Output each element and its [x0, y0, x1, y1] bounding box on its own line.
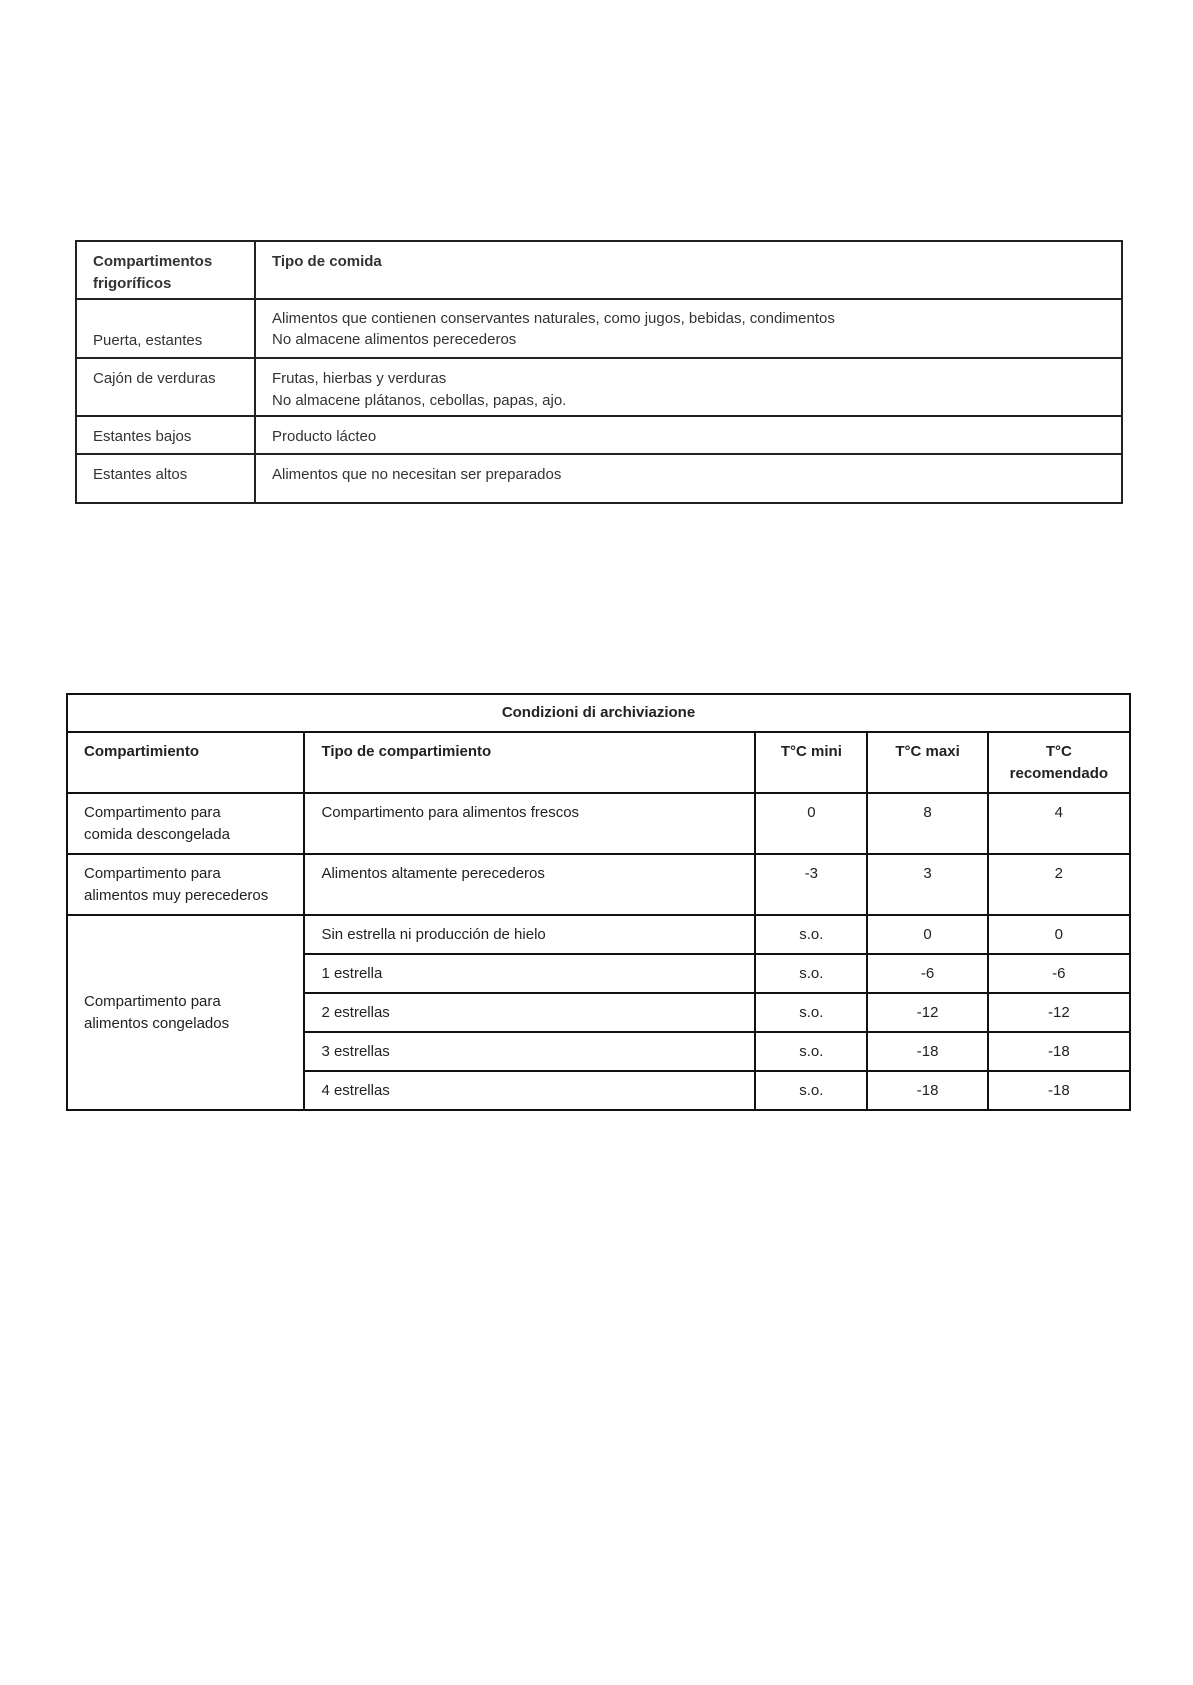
type-cell: Alimentos altamente perecederos	[304, 854, 755, 915]
temp-min-cell: -3	[755, 854, 867, 915]
table-row	[76, 299, 1122, 357]
temp-rec-cell: -6	[988, 954, 1130, 993]
food-cell: Alimentos que contienen conservantes naturales, como jugos, bebidas, condimentos No almacene alimentos perecederos	[255, 299, 1122, 357]
temp-min-cell: s.o.	[755, 993, 867, 1032]
type-cell: 2 estrellas	[304, 993, 755, 1032]
temp-rec-cell: 4	[988, 793, 1130, 854]
temp-min-cell: s.o.	[755, 954, 867, 993]
header-temp-min: T°C mini	[755, 732, 867, 793]
compartment-cell: Cajón de verduras	[76, 358, 255, 416]
temp-rec-cell: -18	[988, 1071, 1130, 1110]
table-header-row	[76, 241, 1122, 299]
temp-min-cell: 0	[755, 793, 867, 854]
table-header-row	[67, 732, 1130, 793]
temp-min-cell: s.o.	[755, 915, 867, 954]
temp-min-cell: s.o.	[755, 1032, 867, 1071]
compartment-cell: Puerta, estantes	[76, 299, 255, 357]
type-cell: Compartimento para alimentos frescos	[304, 793, 755, 854]
temp-max-cell: -18	[867, 1032, 987, 1071]
temp-max-cell: 8	[867, 793, 987, 854]
storage-table	[75, 240, 1123, 504]
table-row	[67, 915, 1130, 954]
type-cell: 1 estrella	[304, 954, 755, 993]
compartment-cell: Compartimento para alimentos muy perecederos	[67, 854, 304, 915]
table-title: Condizioni di archiviazione	[67, 694, 1130, 732]
temp-max-cell: 0	[867, 915, 987, 954]
table-row	[76, 416, 1122, 453]
compartment-cell: Compartimento para comida descongelada	[67, 793, 304, 854]
table-row	[67, 854, 1130, 915]
table-row	[76, 358, 1122, 416]
temp-rec-cell: 2	[988, 854, 1130, 915]
compartment-cell: Estantes bajos	[76, 416, 255, 453]
table-row	[76, 454, 1122, 503]
temp-min-cell: s.o.	[755, 1071, 867, 1110]
header-temp-max: T°C maxi	[867, 732, 987, 793]
temp-rec-cell: -12	[988, 993, 1130, 1032]
compartment-cell: Estantes altos	[76, 454, 255, 503]
conditions-table	[66, 693, 1131, 1111]
temp-max-cell: 3	[867, 854, 987, 915]
compartment-cell-frozen: Compartimento para alimentos congelados	[67, 915, 304, 1110]
food-cell: Producto lácteo	[255, 416, 1122, 453]
header-compartments: Compartimentos frigoríficos	[76, 241, 255, 299]
type-cell: 3 estrellas	[304, 1032, 755, 1071]
type-cell: Sin estrella ni producción de hielo	[304, 915, 755, 954]
temp-rec-cell: -18	[988, 1032, 1130, 1071]
food-cell: Frutas, hierbas y verduras No almacene plátanos, cebollas, papas, ajo.	[255, 358, 1122, 416]
header-food-type: Tipo de comida	[255, 241, 1122, 299]
temp-max-cell: -18	[867, 1071, 987, 1110]
header-compartment-type: Tipo de compartimiento	[304, 732, 755, 793]
temp-max-cell: -12	[867, 993, 987, 1032]
table-row	[67, 793, 1130, 854]
header-compartment: Compartimiento	[67, 732, 304, 793]
header-temp-recommended: T°C recomendado	[988, 732, 1130, 793]
temp-max-cell: -6	[867, 954, 987, 993]
type-cell: 4 estrellas	[304, 1071, 755, 1110]
table-title-row	[67, 694, 1130, 732]
food-cell: Alimentos que no necesitan ser preparados	[255, 454, 1122, 503]
temp-rec-cell: 0	[988, 915, 1130, 954]
